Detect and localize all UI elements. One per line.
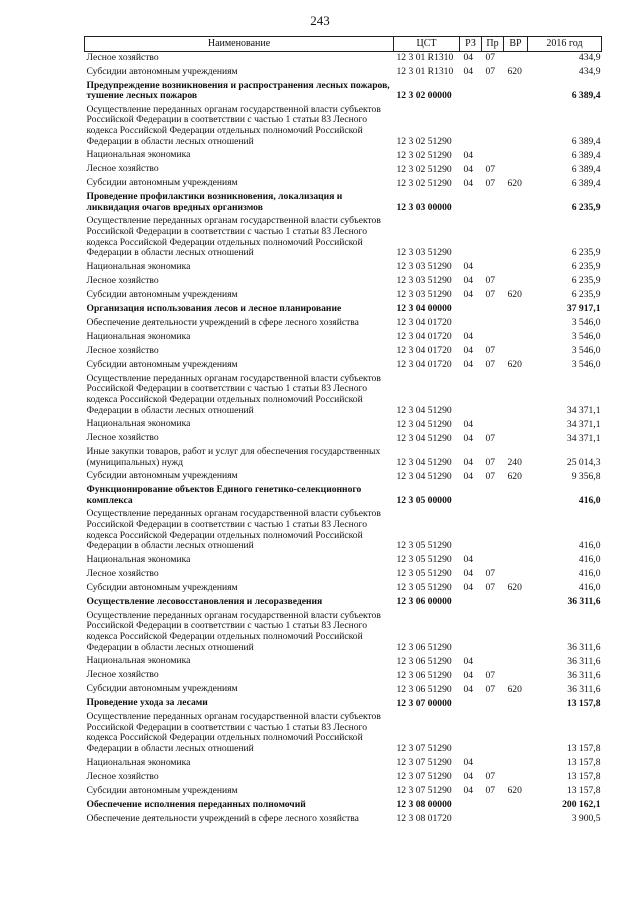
row-vr: [504, 331, 528, 345]
row-rz: 04: [463, 275, 474, 287]
row-pr: [482, 261, 504, 275]
row-rz: 04: [463, 66, 474, 77]
budget-table: [84, 36, 602, 827]
row-amount: 416,0: [578, 540, 601, 552]
row-vr: [504, 711, 528, 756]
row-name: Национальная экономика: [86, 330, 191, 342]
row-cst: 12 3 02 51290: [396, 135, 452, 147]
table-row: [85, 52, 602, 66]
row-cst: 12 3 04 01720: [396, 359, 452, 371]
row-pr: 07: [485, 359, 496, 371]
row-amount: 13 157,8: [566, 743, 601, 754]
page-number: 243: [310, 13, 330, 28]
row-amount: 36 311,6: [567, 669, 601, 681]
row-cst: 12 3 07 00000: [396, 697, 452, 709]
row-name: Лесное хозяйство: [86, 274, 159, 286]
row-cst: 12 3 04 01720: [396, 331, 452, 343]
row-amount: 6 389,4: [571, 149, 601, 161]
row-amount: 36 311,6: [567, 596, 601, 608]
row-cst: 12 3 04 51290: [396, 470, 452, 482]
row-cst: 12 3 05 51290: [396, 554, 452, 566]
row-name: Субсидии автономным учреждениям: [86, 177, 238, 189]
row-name: Функционирование объектов Единого генетико-селекционного комплекса: [86, 484, 362, 506]
row-name: Лесное хозяйство: [86, 344, 159, 356]
header-name: Наименование: [85, 37, 394, 52]
row-vr: 240: [507, 456, 522, 468]
row-pr: 07: [485, 470, 496, 482]
table-header: [85, 37, 602, 52]
row-vr: [504, 317, 528, 331]
row-vr: 620: [507, 470, 522, 482]
row-pr: [482, 303, 504, 317]
row-rz: [460, 813, 482, 827]
section-row: [85, 799, 602, 813]
row-amount: 3 546,0: [571, 345, 601, 357]
row-rz: 04: [463, 757, 474, 768]
row-name: Обеспечение исполнения переданных полномочий: [86, 798, 306, 810]
row-name: Национальная экономика: [86, 655, 191, 667]
row-pr: [482, 757, 504, 771]
row-cst: 12 3 04 51290: [396, 404, 452, 416]
row-name: Субсидии автономным учреждениям: [86, 358, 238, 370]
row-pr: [482, 697, 504, 711]
table-row: [85, 261, 602, 275]
row-rz: [460, 711, 482, 756]
row-name: Национальная экономика: [86, 418, 191, 430]
row-pr: [482, 508, 504, 553]
section-row: [85, 484, 602, 508]
row-pr: [482, 149, 504, 163]
row-pr: 07: [485, 289, 496, 301]
row-rz: [460, 191, 482, 215]
row-name: Осуществление переданных органам государственной власти субъектов Российской Федерации в соответствии с частью 1 статьи 83 Лесного кодекса Российской Федерации отдельных полномочий Российской Федерации в области лесных отношений: [86, 372, 381, 416]
row-cst: 12 3 06 51290: [396, 669, 452, 681]
row-pr: 07: [485, 582, 496, 594]
row-cst: 12 3 07 51290: [396, 757, 452, 768]
row-vr: [504, 275, 528, 289]
row-rz: 04: [463, 418, 474, 430]
row-rz: 04: [463, 568, 474, 580]
row-name: Субсидии автономным учреждениям: [86, 288, 238, 300]
row-cst: 12 3 07 51290: [396, 743, 452, 754]
row-amount: 13 157,8: [566, 771, 601, 782]
row-amount: 416,0: [578, 554, 601, 566]
row-rz: 04: [463, 470, 474, 482]
row-cst: 12 3 03 51290: [396, 247, 452, 259]
row-cst: 12 3 06 00000: [396, 596, 452, 608]
row-name: Национальная экономика: [86, 260, 191, 272]
row-name: Осуществление лесовосстановления и лесоразведения: [86, 595, 323, 607]
row-vr: [504, 655, 528, 669]
row-amount: 434,9: [578, 52, 601, 63]
row-amount: 13 157,8: [566, 785, 601, 796]
row-pr: 07: [485, 456, 496, 468]
table-row: [85, 345, 602, 359]
row-pr: [482, 554, 504, 568]
row-name: Национальная экономика: [86, 553, 191, 565]
table-row: [85, 289, 602, 303]
row-vr: 620: [507, 582, 522, 594]
table-row: [85, 177, 602, 191]
table-row: [85, 655, 602, 669]
row-pr: [482, 80, 504, 104]
row-pr: [482, 215, 504, 260]
table-row: [85, 215, 602, 260]
table-row: [85, 163, 602, 177]
row-name: Субсидии автономным учреждениям: [86, 581, 238, 593]
row-amount: 6 389,4: [571, 163, 601, 175]
row-name: Лесное хозяйство: [86, 52, 159, 63]
row-name: Лесное хозяйство: [86, 567, 159, 579]
row-vr: [504, 568, 528, 582]
row-amount: 6 235,9: [571, 201, 601, 213]
row-vr: [504, 303, 528, 317]
row-name: Осуществление переданных органам государственной власти субъектов Российской Федерации в соответствии с частью 1 статьи 83 Лесного кодекса Российской Федерации отдельных полномочий Российской Федерации в области лесных отношений: [86, 215, 381, 259]
table-row: [85, 771, 602, 785]
row-rz: 04: [463, 261, 474, 273]
section-row: [85, 596, 602, 610]
row-amount: 416,0: [578, 568, 601, 580]
row-cst: 12 3 05 51290: [396, 540, 452, 552]
table-row: [85, 149, 602, 163]
row-rz: [460, 508, 482, 553]
row-pr: [482, 655, 504, 669]
row-rz: 04: [463, 289, 474, 301]
row-pr: [482, 191, 504, 215]
row-cst: 12 3 05 00000: [396, 494, 452, 506]
row-vr: [504, 104, 528, 149]
row-amount: 3 546,0: [571, 331, 601, 343]
row-pr: 07: [485, 771, 496, 782]
row-amount: 6 389,4: [571, 90, 601, 102]
row-cst: 12 3 01 R1310: [396, 66, 454, 77]
row-pr: 07: [485, 669, 496, 681]
row-amount: 6 389,4: [571, 135, 601, 147]
row-pr: [482, 799, 504, 813]
table-row: [85, 373, 602, 418]
row-vr: [504, 610, 528, 655]
row-name: Лесное хозяйство: [86, 163, 159, 175]
row-pr: 07: [485, 345, 496, 357]
row-rz: [460, 484, 482, 508]
row-cst: 12 3 02 51290: [396, 149, 452, 161]
row-vr: [504, 261, 528, 275]
table-row: [85, 683, 602, 697]
row-pr: 07: [485, 66, 496, 77]
row-vr: [504, 163, 528, 177]
row-vr: [504, 80, 528, 104]
row-pr: 07: [485, 568, 496, 580]
table-row: [85, 554, 602, 568]
row-pr: [482, 484, 504, 508]
row-amount: 3 900,5: [571, 813, 601, 824]
row-rz: 04: [463, 554, 474, 566]
row-rz: 04: [463, 345, 474, 357]
row-name: Субсидии автономным учреждениям: [86, 784, 238, 796]
row-amount: 6 235,9: [571, 261, 601, 273]
row-cst: 12 3 06 51290: [396, 641, 452, 653]
row-amount: 434,9: [578, 66, 601, 77]
table-row: [85, 470, 602, 484]
row-rz: [460, 610, 482, 655]
row-amount: 6 235,9: [571, 247, 601, 259]
row-rz: [460, 697, 482, 711]
table-body: [85, 52, 602, 827]
row-amount: 200 162,1: [562, 799, 601, 810]
row-rz: 04: [463, 163, 474, 175]
header-pr: Пр: [482, 37, 504, 52]
row-rz: [460, 104, 482, 149]
row-cst: 12 3 03 00000: [396, 201, 452, 213]
row-name: Осуществление переданных органам государственной власти субъектов Российской Федерации в соответствии с частью 1 статьи 83 Лесного кодекса Российской Федерации отдельных полномочий Российской Федерации в области лесных отношений: [86, 609, 381, 653]
row-cst: 12 3 08 00000: [396, 799, 452, 810]
row-amount: 6 235,9: [571, 289, 601, 301]
row-pr: [482, 711, 504, 756]
row-cst: 12 3 05 51290: [396, 582, 452, 594]
row-vr: 620: [507, 177, 522, 189]
row-vr: 620: [507, 66, 522, 77]
row-vr: [504, 757, 528, 771]
row-pr: 07: [485, 785, 496, 796]
row-pr: [482, 104, 504, 149]
table-row: [85, 785, 602, 799]
row-vr: [504, 149, 528, 163]
row-rz: 04: [463, 655, 474, 667]
row-pr: 07: [485, 177, 496, 189]
table-row: [85, 582, 602, 596]
row-cst: 12 3 03 51290: [396, 275, 452, 287]
row-pr: 07: [485, 275, 496, 287]
row-rz: [460, 80, 482, 104]
table-row: [85, 711, 602, 756]
table-row: [85, 508, 602, 553]
row-vr: [504, 596, 528, 610]
row-amount: 34 371,1: [566, 404, 601, 416]
row-pr: 07: [485, 52, 496, 63]
row-name: Обеспечение деятельности учреждений в сфере лесного хозяйства: [86, 316, 359, 328]
row-rz: 04: [463, 456, 474, 468]
section-row: [85, 80, 602, 104]
row-vr: [504, 52, 528, 66]
row-name: Лесное хозяйство: [86, 770, 159, 782]
row-amount: 36 311,6: [567, 683, 601, 695]
row-rz: [460, 373, 482, 418]
row-vr: [504, 799, 528, 813]
row-rz: [460, 317, 482, 331]
row-pr: [482, 373, 504, 418]
row-amount: 6 389,4: [571, 177, 601, 189]
row-pr: 07: [485, 683, 496, 695]
table-row: [85, 66, 602, 80]
table-row: [85, 275, 602, 289]
row-name: Лесное хозяйство: [86, 669, 159, 681]
row-name: Субсидии автономным учреждениям: [86, 65, 238, 77]
row-name: Проведение профилактики возникновения, локализация и ликвидация очагов вредных организмов: [86, 191, 343, 213]
row-cst: 12 3 08 01720: [396, 813, 452, 824]
row-name: Предупреждение возникновения и распространения лесных пожаров, тушение лесных пожаров: [86, 79, 390, 102]
row-vr: [504, 697, 528, 711]
table-row: [85, 104, 602, 149]
row-cst: 12 3 07 51290: [396, 771, 452, 782]
row-vr: [504, 418, 528, 432]
row-amount: 36 311,6: [567, 655, 601, 667]
row-amount: 13 157,8: [566, 697, 601, 709]
row-cst: 12 3 04 01720: [396, 345, 452, 357]
row-rz: 04: [463, 52, 474, 63]
row-vr: [504, 508, 528, 553]
row-vr: 620: [507, 683, 522, 695]
row-cst: 12 3 04 51290: [396, 418, 452, 430]
row-amount: 13 157,8: [566, 757, 601, 768]
row-name: Проведение ухода за лесами: [86, 697, 208, 709]
row-rz: 04: [463, 785, 474, 796]
row-cst: 12 3 06 51290: [396, 655, 452, 667]
row-name: Национальная экономика: [86, 149, 191, 161]
row-rz: 04: [463, 331, 474, 343]
table-row: [85, 446, 602, 470]
row-rz: 04: [463, 771, 474, 782]
header-cst: ЦСТ: [394, 37, 460, 52]
row-pr: [482, 610, 504, 655]
row-vr: [504, 813, 528, 827]
header-rz: РЗ: [460, 37, 482, 52]
table-row: [85, 418, 602, 432]
row-amount: 6 235,9: [571, 275, 601, 287]
table-row: [85, 813, 602, 827]
row-name: Осуществление переданных органам государственной власти субъектов Российской Федерации в соответствии с частью 1 статьи 83 Лесного кодекса Российской Федерации отдельных полномочий Российской Федерации в области лесных отношений: [86, 711, 381, 754]
row-cst: 12 3 04 01720: [396, 317, 452, 329]
row-rz: [460, 596, 482, 610]
row-vr: [504, 554, 528, 568]
table-row: [85, 610, 602, 655]
row-cst: 12 3 04 51290: [396, 432, 452, 444]
row-vr: [504, 373, 528, 418]
row-vr: [504, 345, 528, 359]
row-name: Осуществление переданных органам государственной власти субъектов Российской Федерации в соответствии с частью 1 статьи 83 Лесного кодекса Российской Федерации отдельных полномочий Российской Федерации в области лесных отношений: [86, 103, 381, 147]
section-row: [85, 191, 602, 215]
row-rz: 04: [463, 359, 474, 371]
row-name: Национальная экономика: [86, 756, 191, 768]
row-amount: 36 311,6: [567, 641, 601, 653]
table-row: [85, 568, 602, 582]
row-vr: [504, 771, 528, 785]
table-row: [85, 317, 602, 331]
row-name: Обеспечение деятельности учреждений в сфере лесного хозяйства: [86, 812, 359, 824]
row-amount: 34 371,1: [566, 418, 601, 430]
table-row: [85, 757, 602, 771]
row-rz: 04: [463, 582, 474, 594]
row-name: Лесное хозяйство: [86, 432, 159, 444]
header-year: 2016 год: [528, 37, 602, 52]
row-pr: [482, 596, 504, 610]
row-pr: [482, 813, 504, 827]
header-vr: ВР: [504, 37, 528, 52]
row-vr: 620: [507, 785, 522, 796]
row-pr: [482, 418, 504, 432]
row-rz: 04: [463, 669, 474, 681]
row-rz: 04: [463, 149, 474, 161]
row-amount: 416,0: [578, 582, 601, 594]
row-amount: 3 546,0: [571, 317, 601, 329]
row-pr: [482, 317, 504, 331]
row-cst: 12 3 04 00000: [396, 303, 452, 315]
row-cst: 12 3 07 51290: [396, 785, 452, 796]
row-rz: 04: [463, 177, 474, 189]
row-pr: 07: [485, 432, 496, 444]
row-cst: 12 3 02 00000: [396, 90, 452, 102]
row-pr: 07: [485, 163, 496, 175]
row-cst: 12 3 04 51290: [396, 456, 452, 468]
row-rz: [460, 303, 482, 317]
row-cst: 12 3 06 51290: [396, 683, 452, 695]
row-amount: 37 917,1: [566, 303, 601, 315]
section-row: [85, 697, 602, 711]
table-row: [85, 331, 602, 345]
row-vr: [504, 484, 528, 508]
row-amount: 9 356,8: [571, 470, 601, 482]
row-amount: 3 546,0: [571, 359, 601, 371]
row-rz: 04: [463, 432, 474, 444]
row-rz: 04: [463, 683, 474, 695]
row-amount: 416,0: [578, 494, 601, 506]
section-row: [85, 303, 602, 317]
row-cst: 12 3 02 51290: [396, 177, 452, 189]
row-vr: [504, 669, 528, 683]
row-rz: [460, 215, 482, 260]
table-row: [85, 359, 602, 373]
row-vr: [504, 215, 528, 260]
table-row: [85, 669, 602, 683]
row-name: Иные закупки товаров, работ и услуг для обеспечения государственных (муниципальных) нужд: [86, 446, 381, 468]
row-cst: 12 3 03 51290: [396, 261, 452, 273]
row-vr: 620: [507, 359, 522, 371]
row-vr: 620: [507, 289, 522, 301]
row-pr: [482, 331, 504, 345]
row-vr: [504, 191, 528, 215]
row-name: Субсидии автономным учреждениям: [86, 470, 238, 482]
row-cst: 12 3 05 51290: [396, 568, 452, 580]
row-name: Субсидии автономным учреждениям: [86, 683, 238, 695]
row-cst: 12 3 02 51290: [396, 163, 452, 175]
row-name: Организация использования лесов и лесное планирование: [86, 302, 342, 314]
row-cst: 12 3 01 R1310: [396, 52, 454, 63]
row-name: Осуществление переданных органам государственной власти субъектов Российской Федерации в соответствии с частью 1 статьи 83 Лесного кодекса Российской Федерации отдельных полномочий Российской Федерации в области лесных отношений: [86, 508, 381, 552]
row-cst: 12 3 03 51290: [396, 289, 452, 301]
row-vr: [504, 432, 528, 446]
table-row: [85, 432, 602, 446]
row-amount: 34 371,1: [566, 432, 601, 444]
row-amount: 25 014,3: [566, 456, 601, 468]
row-rz: [460, 799, 482, 813]
